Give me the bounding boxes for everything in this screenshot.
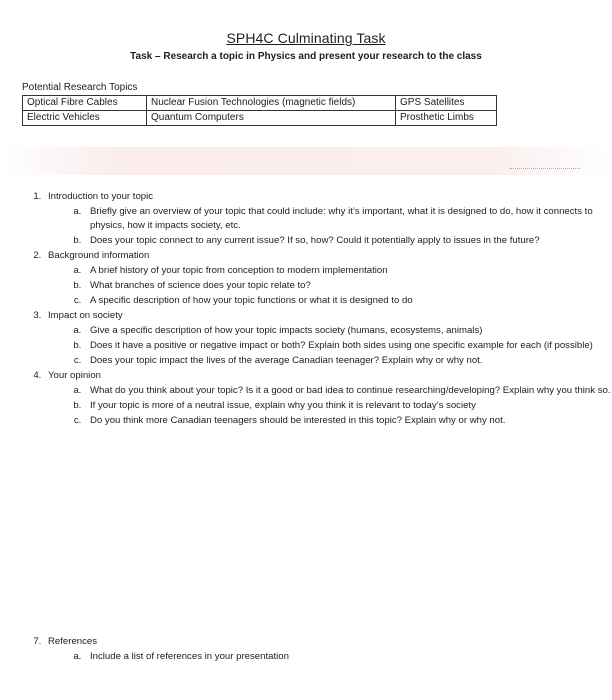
references-section [22,635,612,665]
table-row [23,111,497,126]
list-item: b. Does it have a positive or negative impact or both? Explain both sides using one specific example for each (if possible) [84,339,612,353]
section-item [44,309,612,368]
list-item: a. Briefly give an overview of your topic that could include: why it’s important, what it is designed to do, how it connects to physics, how it impacts society, etc. [84,205,612,233]
list-item: a. Give a specific description of how your topic impacts society (humans, ecosystems, animals) [84,324,612,338]
section-item [44,635,612,664]
sub-list [48,324,612,368]
table-row [23,96,497,111]
section-title: References [48,636,98,647]
section-title: Impact on society [48,310,123,321]
table-cell: Electric Vehicles [23,111,147,126]
list-item: c. A specific description of how your topic functions or what it is designed to do [84,294,612,308]
table-cell: GPS Satellites [396,96,497,111]
list-item: c. Does your topic impact the lives of the average Canadian teenager? Explain why or why not. [84,354,612,368]
list-item: a. Include a list of references in your presentation [84,650,612,664]
page-title: SPH4C Culminating Task [226,30,386,46]
list-item: b. If your topic is more of a neutral issue, explain why you think it is relevant to today’s society [84,399,612,413]
section-title: Background information [48,250,150,261]
table-cell: Quantum Computers [147,111,396,126]
list-item: c. Do you think more Canadian teenagers should be interested in this topic? Explain why or why not. [84,414,612,428]
sub-list [48,384,612,428]
sub-list [48,205,612,248]
section-title: Introduction to your topic [48,191,154,202]
topics-table [22,95,497,126]
sub-list [48,650,612,664]
table-cell: Prosthetic Limbs [396,111,497,126]
list-item: b. Does your topic connect to any current issue? If so, how? Could it potentially apply to issues in the future? [84,234,612,248]
list-item: a. What do you think about your topic? Is it a good or bad idea to continue researching/developing? Explain why you think so. [84,384,612,398]
list-item: b. What branches of science does your topic relate to? [84,279,612,293]
table-cell: Nuclear Fusion Technologies (magnetic fields) [147,96,396,111]
list-item: a. A brief history of your topic from conception to modern implementation [84,264,612,278]
section-title: Your opinion [48,370,101,381]
sub-list [48,264,612,308]
table-cell: Optical Fibre Cables [23,96,147,111]
task-outline [22,190,612,429]
topics-label: Potential Research Topics [22,82,138,93]
section-item [44,369,612,428]
scan-smudge [0,147,612,175]
task-subtitle: Task – Research a topic in Physics and present your research to the class [130,51,482,62]
dotted-line [510,168,580,169]
section-item [44,190,612,248]
section-item [44,249,612,308]
